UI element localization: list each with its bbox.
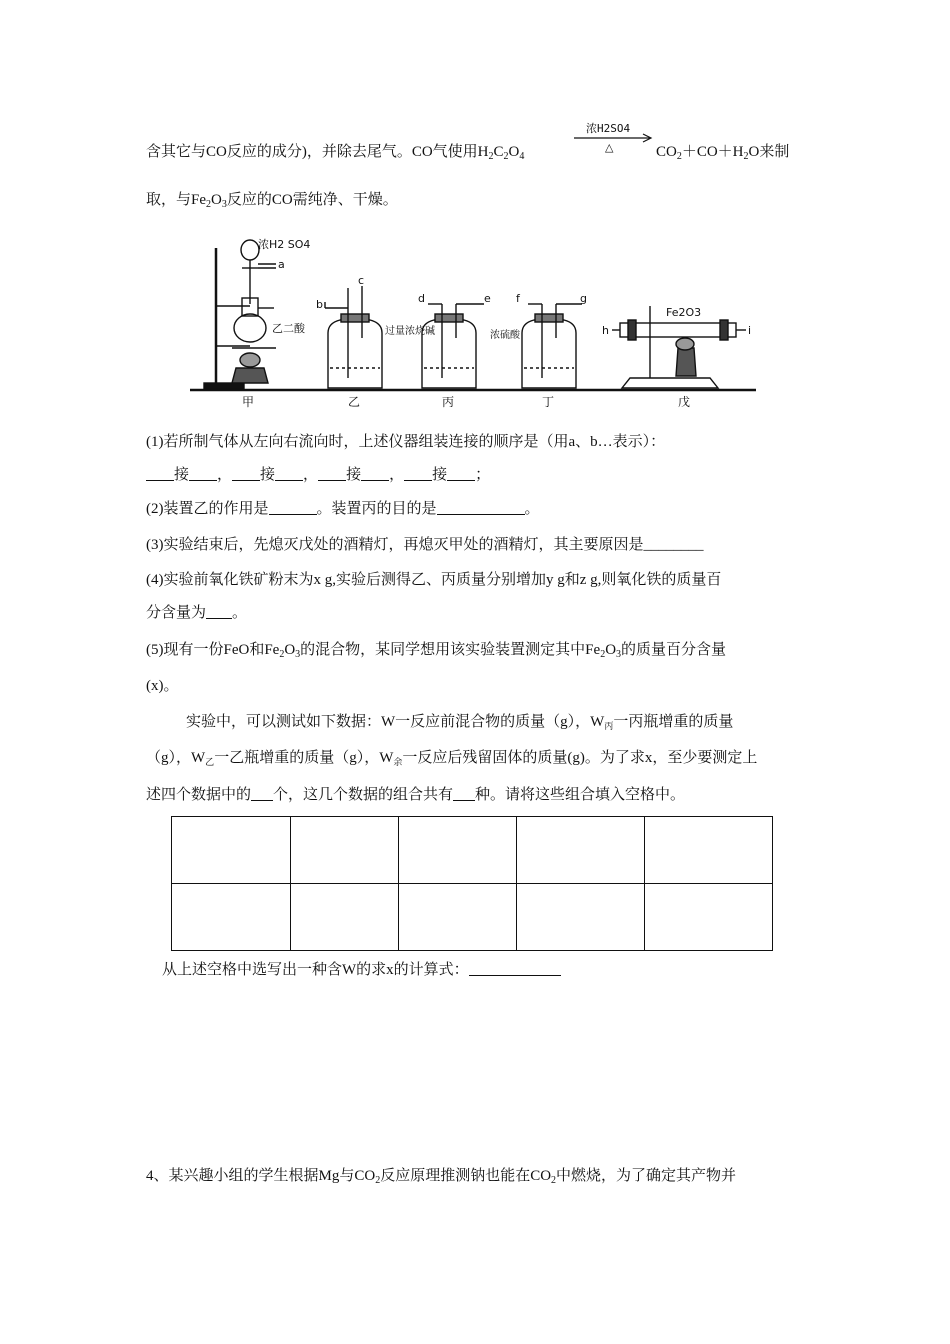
question-text: 实验中，可以测试如下数据：W一反应前混合物的质量（g），W: [186, 714, 605, 730]
question-text: (5)现有一份FeO和Fe: [146, 642, 280, 658]
label-oxalic-acid: 乙二酸: [272, 322, 305, 335]
question-text: 一反应后残留固体的质量(g)。为了求x，至少要测定上: [402, 750, 758, 766]
arrow-condition-bottom: △: [605, 142, 614, 154]
answer-blank[interactable]: [447, 466, 475, 481]
label-wu: 戊: [678, 395, 691, 409]
question-text: 种。请将这些组合填入空格中。: [475, 787, 686, 803]
label-fe2o3: Fe2O3: [666, 306, 702, 319]
port-e: e: [484, 292, 491, 305]
subscript: 2: [375, 1175, 381, 1186]
connector-text: 接: [260, 467, 276, 483]
table-row: [172, 817, 773, 884]
label-bing: 丙: [442, 395, 455, 409]
answer-blank[interactable]: [275, 466, 303, 481]
answer-blank[interactable]: [437, 500, 525, 515]
intro-text: O: [508, 144, 520, 160]
separator-text: ，: [389, 467, 405, 483]
next-question: [146, 1166, 736, 1186]
question-text: 反应原理推测钠也能在CO: [380, 1168, 552, 1184]
answer-blank[interactable]: [232, 466, 260, 481]
subscript: 2: [206, 199, 212, 210]
grid-cell[interactable]: [399, 817, 517, 884]
subscript: 2: [279, 649, 285, 660]
answer-blank[interactable]: [469, 961, 561, 976]
subscript: 2: [551, 1175, 557, 1186]
question-3: (3)实验结束后，先熄灭戊处的酒精灯，再熄灭甲处的酒精灯，其主要原因是________: [146, 537, 704, 553]
question-4-line-2: [146, 603, 247, 623]
separator-text: ，: [303, 467, 319, 483]
port-d: d: [418, 292, 425, 305]
question-2: [146, 499, 540, 519]
question-1: (1)若所制气体从左向右流向时，上述仪器组装连接的顺序是（用a、b…表示）：: [146, 434, 666, 450]
answer-blank[interactable]: [269, 500, 317, 515]
grid-cell[interactable]: [517, 817, 645, 884]
label-acid: 浓H2 SO4: [258, 238, 311, 251]
answer-blank[interactable]: [189, 466, 217, 481]
connector-text: 接: [174, 467, 190, 483]
question-text: 分含量为: [146, 605, 207, 621]
connector-text: 接: [432, 467, 448, 483]
answer-blank[interactable]: [251, 786, 273, 801]
subscript: 3: [295, 649, 301, 660]
question-text: 一丙瓶增重的质量: [613, 714, 734, 730]
answer-blank[interactable]: [361, 466, 389, 481]
question-text: 个，这几个数据的组合共有: [273, 787, 454, 803]
subscript: 2: [488, 151, 494, 162]
subscript: 丙: [604, 721, 614, 731]
port-h: h: [602, 324, 609, 337]
label-jia: 甲: [242, 395, 255, 409]
label-ding: 丁: [542, 395, 555, 409]
connector-text: 接: [346, 467, 362, 483]
separator-text: ，: [217, 467, 233, 483]
formula-prompt: [162, 960, 561, 980]
intro-text: 反应的CO需纯净、干燥。: [226, 192, 398, 208]
label-conc-h2so4: 浓硫酸: [490, 330, 520, 341]
subscript: 3: [616, 649, 622, 660]
subscript: 4: [519, 151, 525, 162]
subscript: 3: [221, 199, 227, 210]
answer-blank[interactable]: [404, 466, 432, 481]
question-5-line-2: (x)。: [146, 678, 179, 694]
question-text: 4、某兴趣小组的学生根据Mg与CO: [146, 1168, 376, 1184]
answer-blank[interactable]: [318, 466, 346, 481]
intro-text: O来制: [748, 144, 790, 160]
question-text: 的质量百分含量: [621, 642, 727, 658]
question-5-line-1: [146, 640, 726, 660]
question-text: (2)装置乙的作用是: [146, 501, 269, 517]
grid-cell[interactable]: [172, 884, 291, 951]
intro-text: CO: [656, 144, 677, 160]
subscript: 2: [503, 151, 509, 162]
intro-text: 取，与Fe: [146, 192, 207, 208]
table-row: [172, 884, 773, 951]
question-1-blanks: [146, 465, 490, 485]
label-naoh: 过量浓烧碱: [385, 326, 435, 337]
intro-line-1-products: [656, 142, 789, 162]
answer-grid: [171, 816, 773, 951]
apparatus-figure: [190, 228, 760, 410]
subscript: 乙: [205, 757, 215, 767]
reaction-arrow: [572, 120, 654, 156]
question-text: （g），W: [146, 750, 206, 766]
intro-line-2: [146, 190, 398, 210]
intro-text: 含其它与CO反应的成分)，并除去尾气。CO气使用H: [146, 144, 489, 160]
port-c: c: [358, 274, 365, 287]
question-text: 一乙瓶增重的质量（g），W: [214, 750, 394, 766]
subscript: 2: [676, 151, 682, 162]
grid-cell[interactable]: [517, 884, 645, 951]
grid-cell[interactable]: [291, 817, 399, 884]
paragraph-line-2: [146, 748, 757, 772]
question-text: O: [284, 642, 296, 658]
answer-blank[interactable]: [453, 786, 475, 801]
subscript: 余: [393, 757, 403, 767]
grid-cell[interactable]: [399, 884, 517, 951]
port-g: g: [580, 292, 587, 305]
subscript: 2: [600, 649, 606, 660]
intro-text: O: [211, 192, 222, 208]
subscript: 2: [743, 151, 749, 162]
question-text: 从上述空格中选写出一种含W的求x的计算式：: [162, 962, 469, 978]
port-i: i: [748, 324, 752, 337]
question-4-line-1: (4)实验前氧化铁矿粉末为x g,实验后测得乙、丙质量分别增加y g和z g,则氧化铁的质量百: [146, 572, 722, 588]
paragraph-line-1: [186, 712, 733, 736]
separator-text: ；: [475, 467, 491, 483]
grid-cell[interactable]: [172, 817, 291, 884]
grid-cell[interactable]: [645, 884, 773, 951]
question-text: 中燃烧，为了确定其产物并: [556, 1168, 737, 1184]
paragraph-line-3: [146, 785, 685, 805]
question-text: 的混合物，某同学想用该实验装置测定其中Fe: [300, 642, 601, 658]
answer-blank[interactable]: [146, 466, 174, 481]
question-text: O: [605, 642, 617, 658]
port-b: b: [316, 298, 323, 311]
label-yi: 乙: [348, 395, 361, 409]
question-text: 。装置丙的目的是: [316, 501, 437, 517]
question-text: 述四个数据中的: [146, 787, 252, 803]
port-f: f: [516, 292, 520, 305]
arrow-condition-top: 浓H2SO4: [586, 122, 631, 135]
intro-text: C: [493, 144, 504, 160]
grid-cell[interactable]: [645, 817, 773, 884]
intro-line-1: [146, 142, 524, 162]
question-text: 。: [232, 605, 248, 621]
question-text: 。: [524, 501, 540, 517]
answer-blank[interactable]: [206, 604, 232, 619]
port-a: a: [278, 258, 285, 271]
intro-text: ＋CO＋H: [681, 144, 744, 160]
grid-cell[interactable]: [291, 884, 399, 951]
